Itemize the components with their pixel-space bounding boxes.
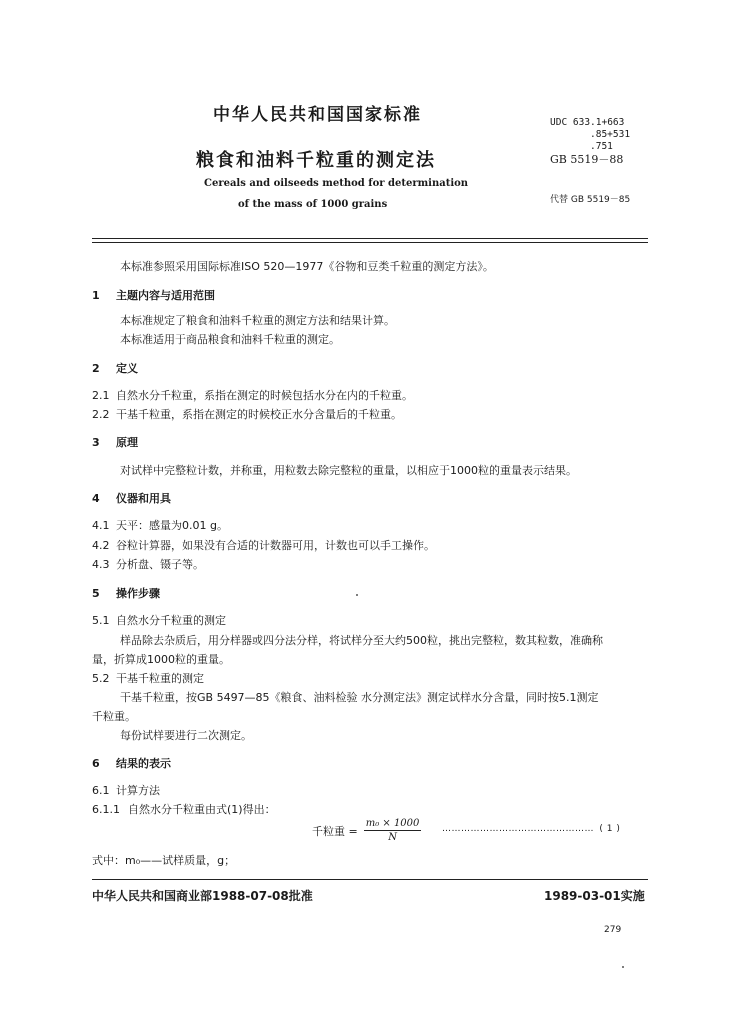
clause-text: 谷粒计算器，如果没有合适的计数器可用，计数也可以手工操作。 bbox=[116, 539, 435, 552]
approval-date: 中华人民共和国商业部1988-07-08批准 bbox=[92, 889, 313, 903]
standard-name: 中华人民共和国国家标准 bbox=[213, 105, 422, 125]
clause-4-2 bbox=[92, 537, 435, 553]
udc-line1: UDC 633.1+663 bbox=[550, 117, 625, 128]
clause-number: 4.2 bbox=[92, 539, 110, 552]
clause-number: 4.1 bbox=[92, 519, 110, 532]
section-1-heading bbox=[92, 287, 215, 303]
scan-speck bbox=[356, 594, 358, 596]
implementation-date: 1989-03-01实施 bbox=[544, 889, 645, 903]
clause-text: 分析盘、镊子等。 bbox=[116, 558, 204, 571]
paragraph: 每份试样要进行二次测定。 bbox=[120, 729, 252, 742]
title-cn: 粮食和油料千粒重的测定法 bbox=[196, 150, 436, 171]
scan-speck bbox=[622, 966, 624, 968]
formula-lhs: 千粒重 = bbox=[312, 824, 358, 838]
clause-6-1 bbox=[92, 782, 160, 798]
udc-code bbox=[550, 117, 630, 153]
clause-5-2 bbox=[92, 670, 204, 686]
formula-1 bbox=[312, 818, 427, 843]
paragraph: 量，折算成1000粒的重量。 bbox=[92, 653, 230, 666]
title-en-line2: of the mass of 1000 grains bbox=[238, 199, 388, 210]
header-rule-top bbox=[92, 238, 648, 239]
formula-fraction bbox=[364, 818, 422, 843]
section-3-heading bbox=[92, 434, 138, 450]
section-6-heading bbox=[92, 755, 171, 771]
formula-eq-number: ( 1 ) bbox=[599, 824, 621, 834]
page-number: 279 bbox=[604, 925, 622, 935]
clause-2-2 bbox=[92, 406, 402, 422]
gb-number: GB 5519－88 bbox=[550, 153, 624, 166]
title-en-line1: Cereals and oilseeds method for determination bbox=[204, 178, 469, 189]
clause-4-3 bbox=[92, 556, 204, 572]
formula-leader bbox=[442, 824, 620, 834]
section-number: 2 bbox=[92, 362, 100, 375]
intro-text: 本标准参照采用国际标准ISO 520—1977《谷物和豆类千粒重的测定方法》。 bbox=[120, 260, 494, 273]
clause-text: 计算方法 bbox=[116, 784, 160, 797]
section-title: 结果的表示 bbox=[116, 757, 171, 770]
clause-text: 自然水分千粒重的测定 bbox=[116, 614, 226, 627]
clause-6-1-1 bbox=[92, 801, 276, 817]
header-rule-bottom bbox=[92, 242, 648, 243]
section-title: 操作步骤 bbox=[116, 587, 160, 600]
udc-line3: .751 bbox=[590, 141, 613, 152]
section-title: 仪器和用具 bbox=[116, 492, 171, 505]
formula-where: 式中：m₀——试样质量，g； bbox=[92, 854, 236, 867]
clause-text: 自然水分千粒重，系指在测定的时候包括水分在内的千粒重。 bbox=[116, 389, 413, 402]
formula-numerator: m₀ × 1000 bbox=[365, 818, 420, 829]
paragraph: 本标准适用于商品粮食和油料千粒重的测定。 bbox=[120, 333, 340, 346]
clause-number: 6.1.1 bbox=[92, 803, 120, 816]
paragraph: 对试样中完整粒计数，并称重，用粒数去除完整粒的重量，以相应于1000粒的重量表示结果。 bbox=[120, 464, 577, 477]
clause-text: 自然水分千粒重由式(1)得出： bbox=[128, 803, 276, 816]
clause-text: 干基千粒重，系指在测定的时候校正水分含量后的千粒重。 bbox=[116, 408, 402, 421]
paragraph: 千粒重。 bbox=[92, 710, 136, 723]
clause-number: 2.2 bbox=[92, 408, 110, 421]
clause-number: 2.1 bbox=[92, 389, 110, 402]
clause-number: 5.1 bbox=[92, 614, 110, 627]
clause-text: 天平：感量为0.01 g。 bbox=[116, 519, 228, 532]
section-number: 4 bbox=[92, 492, 100, 505]
replaces-note: 代替 GB 5519－85 bbox=[550, 195, 631, 205]
section-number: 3 bbox=[92, 436, 100, 449]
section-number: 6 bbox=[92, 757, 100, 770]
section-5-heading bbox=[92, 585, 160, 601]
clause-4-1 bbox=[92, 517, 228, 533]
section-title: 定义 bbox=[116, 362, 138, 375]
clause-number: 4.3 bbox=[92, 558, 110, 571]
clause-5-1 bbox=[92, 612, 226, 628]
paragraph: 本标准规定了粮食和油料千粒重的测定方法和结果计算。 bbox=[120, 314, 395, 327]
section-4-heading bbox=[92, 490, 171, 506]
formula-denominator: N bbox=[388, 832, 397, 843]
udc-line2: .85+531 bbox=[590, 129, 631, 140]
section-title: 主题内容与适用范围 bbox=[116, 289, 215, 302]
paragraph: 样品除去杂质后，用分样器或四分法分样，将试样分至大约500粒，挑出完整粒，数其粒数，准确称 bbox=[120, 634, 603, 647]
clause-text: 干基千粒重的测定 bbox=[116, 672, 204, 685]
section-2-heading bbox=[92, 360, 138, 376]
clause-number: 6.1 bbox=[92, 784, 110, 797]
clause-number: 5.2 bbox=[92, 672, 110, 685]
clause-2-1 bbox=[92, 387, 413, 403]
section-number: 5 bbox=[92, 587, 100, 600]
section-number: 1 bbox=[92, 289, 100, 302]
paragraph: 干基千粒重，按GB 5497—85《粮食、油料检验 水分测定法》测定试样水分含量，同时按5.1测定 bbox=[120, 691, 599, 704]
section-title: 原理 bbox=[116, 436, 138, 449]
formula-dots: ………………………………………… bbox=[442, 824, 594, 834]
footer-rule bbox=[92, 879, 648, 880]
